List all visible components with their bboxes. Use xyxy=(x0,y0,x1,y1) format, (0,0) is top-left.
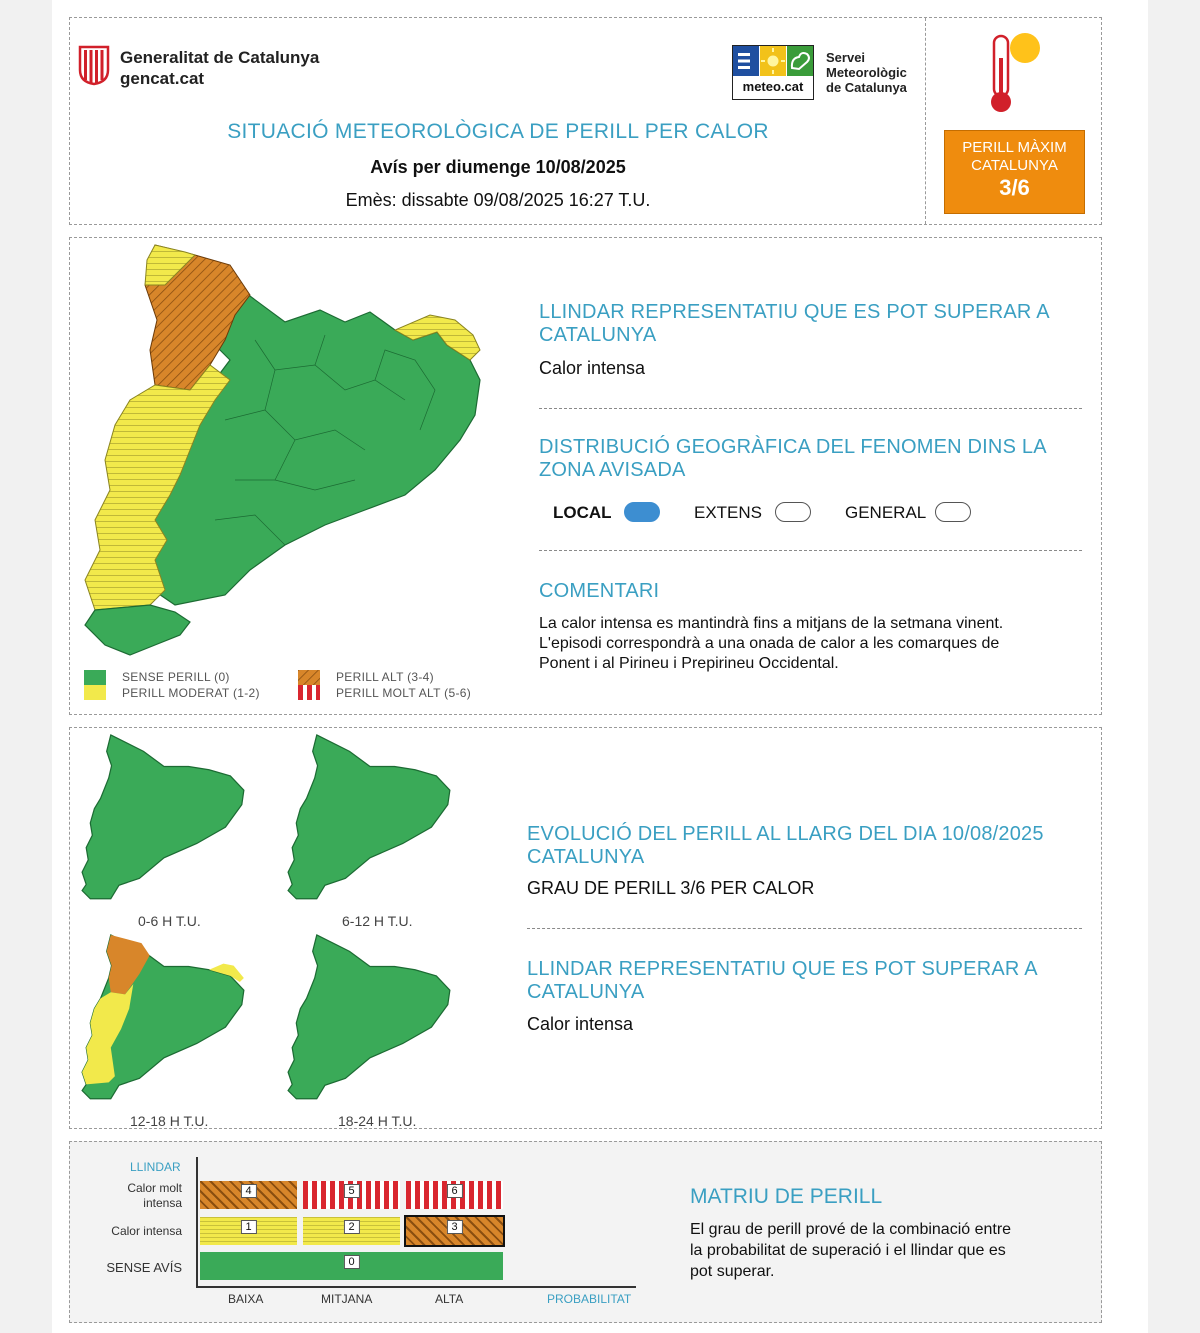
matrix-row-label-intense: Calor intensa xyxy=(111,1224,182,1238)
matrix-row-label-no-warning: SENSE AVÍS xyxy=(106,1260,182,1275)
legend-swatch-red xyxy=(298,685,320,700)
smc-line-3: de Catalunya xyxy=(826,80,907,95)
legend-very-high: PERILL MOLT ALT (5-6) xyxy=(336,686,472,700)
gov-site-link[interactable]: gencat.cat xyxy=(120,69,205,88)
comment-heading: COMENTARI xyxy=(539,580,660,602)
option-extens-toggle[interactable] xyxy=(775,502,811,522)
legend-swatch-orange xyxy=(298,670,320,685)
matrix-col-label-low: BAIXA xyxy=(228,1292,264,1306)
evolution-threshold-value: Calor intensa xyxy=(527,1014,634,1034)
map-period-12-18 xyxy=(78,931,250,1106)
map-period-18-24 xyxy=(284,931,456,1106)
bulletin-page xyxy=(52,0,1148,1333)
generalitat-logo-icon xyxy=(77,44,111,86)
issued-timestamp: Emès: dissabte 09/08/2025 16:27 T.U. xyxy=(345,190,651,210)
evolution-threshold-heading: LLINDAR REPRESENTATIU QUE ES POT SUPERAR A CATALUNYA xyxy=(527,958,1037,1003)
matrix-panel xyxy=(69,1141,1102,1323)
meteocat-logo xyxy=(732,45,814,100)
max-danger-line-2: CATALUNYA xyxy=(971,157,1058,174)
header-divider xyxy=(925,18,926,224)
comment-text xyxy=(539,614,1003,674)
map-period-0-6 xyxy=(78,731,250,906)
option-local-label: LOCAL xyxy=(553,503,612,522)
danger-grade: GRAU DE PERILL 3/6 PER CALOR xyxy=(527,878,815,898)
thermometer-sun-icon xyxy=(982,24,1046,114)
matrix-x-axis xyxy=(196,1286,636,1288)
option-general-label: GENERAL xyxy=(845,503,927,522)
evolution-heading: EVOLUCIÓ DEL PERILL AL LLARG DEL DIA 10/08/2025 CATALUNYA xyxy=(527,823,1044,868)
period-label-6-12: 6-12 H T.U. xyxy=(342,913,413,929)
matrix-text-line: El grau de perill prové de la combinació entre xyxy=(690,1221,1012,1238)
comment-line: L'episodi correspondrà a una onada de calor a les comarques de xyxy=(539,635,1000,652)
matrix-cell: 1 xyxy=(200,1217,297,1245)
separator xyxy=(539,550,1082,551)
smc-line-2: Meteorològic xyxy=(826,65,907,80)
matrix-cell: 5 xyxy=(303,1181,400,1209)
matrix-y-axis xyxy=(196,1157,198,1287)
matrix-row-label-very-intense: Calor molt intensa xyxy=(127,1181,182,1210)
matrix-text-line: pot superar. xyxy=(690,1263,775,1280)
legend-no-danger: SENSE PERILL (0) xyxy=(122,670,230,684)
catalonia-danger-map xyxy=(75,240,495,658)
matrix-x-axis-label: PROBABILITAT xyxy=(547,1292,632,1306)
option-local-toggle[interactable] xyxy=(624,502,660,522)
matrix-cell: 6 xyxy=(406,1181,503,1209)
evolution-panel xyxy=(69,727,1102,1129)
distribution-heading: DISTRIBUCIÓ GEOGRÀFICA DEL FENOMEN DINS LA ZONA AVISADA xyxy=(539,436,1046,481)
separator xyxy=(539,408,1082,409)
threshold-heading: LLINDAR REPRESENTATIU QUE ES POT SUPERAR A CATALUNYA xyxy=(539,301,1049,346)
separator xyxy=(527,928,1082,929)
option-general-toggle[interactable] xyxy=(935,502,971,522)
page-subtitle: Avís per diumenge 10/08/2025 xyxy=(370,157,626,177)
matrix-y-axis-label: LLINDAR xyxy=(130,1160,181,1174)
threshold-value: Calor intensa xyxy=(539,358,646,378)
legend-moderate: PERILL MODERAT (1-2) xyxy=(122,686,260,700)
main-panel xyxy=(69,237,1102,715)
matrix-text-line: la probabilitat de superació i el llindar que es xyxy=(690,1242,1006,1259)
map-green-zone-delta xyxy=(85,605,190,655)
matrix-col-label-medium: MITJANA xyxy=(321,1292,373,1306)
matrix-cell: 4 xyxy=(200,1181,297,1209)
header-panel xyxy=(69,17,1102,225)
smc-line-1: Servei xyxy=(826,50,866,65)
period-label-18-24: 18-24 H T.U. xyxy=(338,1113,417,1129)
max-danger-badge xyxy=(944,130,1085,214)
matrix-cell-selected: 3 xyxy=(406,1217,503,1245)
legend-high: PERILL ALT (3-4) xyxy=(336,670,434,684)
legend-swatch-green-yellow xyxy=(84,670,106,700)
max-danger-value: 3/6 xyxy=(999,175,1030,200)
max-danger-line-1: PERILL MÀXIM xyxy=(962,139,1067,156)
matrix-cell-no-warning: 0 xyxy=(200,1252,503,1280)
meteocat-logo-icon xyxy=(733,46,813,76)
gov-name: Generalitat de Catalunya xyxy=(120,48,320,67)
comment-line: Ponent i al Pirineu i Prepirineu Occidental. xyxy=(539,655,839,672)
page-title: SITUACIÓ METEOROLÒGICA DE PERILL PER CALOR xyxy=(227,120,769,143)
meteocat-label: meteo.cat xyxy=(742,79,804,94)
matrix-cell: 2 xyxy=(303,1217,400,1245)
option-extens-label: EXTENS xyxy=(694,503,763,522)
matrix-col-label-high: ALTA xyxy=(435,1292,464,1306)
map-period-6-12 xyxy=(284,731,456,906)
period-label-0-6: 0-6 H T.U. xyxy=(138,913,201,929)
matrix-text xyxy=(690,1219,1011,1282)
period-label-12-18: 12-18 H T.U. xyxy=(130,1113,209,1129)
matrix-heading: MATRIU DE PERILL xyxy=(690,1185,883,1208)
comment-line: La calor intensa es mantindrà fins a mitjans de la setmana vinent. xyxy=(539,615,1004,632)
